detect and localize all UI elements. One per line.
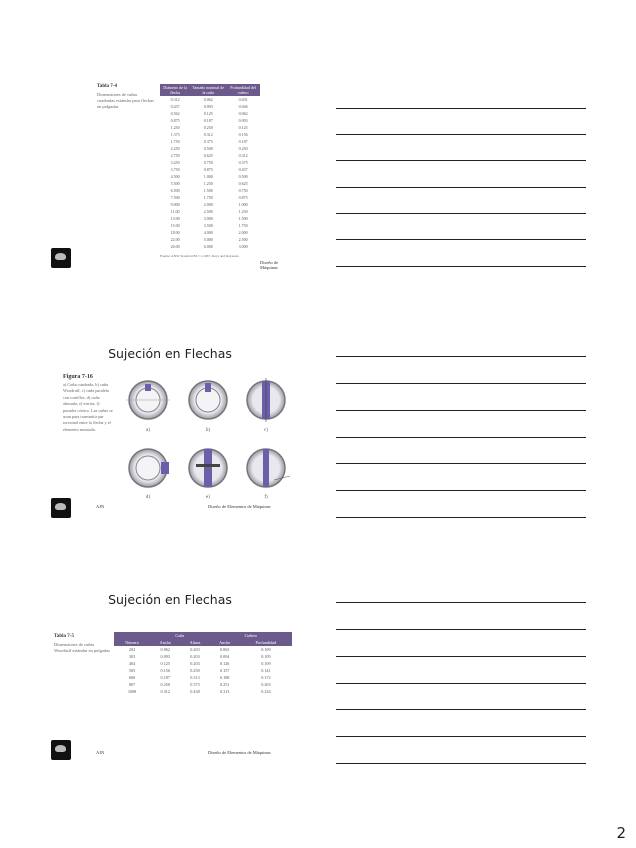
logo-icon: [51, 248, 71, 268]
table-cell: 6.000: [203, 244, 213, 249]
key-woodruff-icon: [189, 381, 227, 419]
table-cell: 606: [128, 675, 136, 680]
table-cell: 18.00: [170, 230, 180, 235]
table-cell: 0.125: [238, 125, 248, 130]
table-row: [114, 660, 292, 667]
table-header: Tamaño nominal de la cuña: [190, 84, 226, 96]
table-cell: 1.000: [203, 174, 213, 179]
table-cell: 0.875: [203, 167, 213, 172]
logo-icon: [51, 740, 71, 760]
table-cell: 303: [128, 654, 136, 659]
key-parallel-icon: [247, 378, 285, 422]
page-number: 2: [616, 824, 626, 842]
slide1-table-label: Tabla 7-4: [97, 84, 117, 89]
table-cell: 0.500: [203, 146, 213, 151]
table-header: Ancho: [150, 639, 180, 646]
table-header: Altura: [180, 639, 209, 646]
table-cell: 1.250: [203, 181, 213, 186]
table-cell: 0.125: [203, 111, 213, 116]
table-cell: 0.062: [238, 111, 248, 116]
key-taper-icon: [129, 449, 169, 487]
table-header: Diámetro de la flecha: [160, 84, 190, 96]
table-row: [114, 688, 292, 695]
fig-label-b: b): [205, 428, 211, 433]
keys-figure: [116, 376, 292, 500]
fig-label-f: f): [264, 495, 268, 500]
slide-1: [48, 80, 292, 270]
table-row: [160, 187, 260, 194]
table-cell: 3.250: [170, 160, 180, 165]
table-cell: 0.031: [238, 97, 248, 102]
table-row: [160, 243, 260, 250]
table-cell: 0.109: [261, 647, 271, 652]
table-cell: 0.141: [261, 668, 271, 673]
table-header: Número: [114, 639, 150, 646]
slide-2: [48, 340, 292, 526]
table-cell: 1.750: [170, 139, 180, 144]
key-square-icon: [126, 381, 170, 419]
table-cell: 0.625: [238, 181, 248, 186]
table-cell: 0.157: [219, 668, 230, 673]
table-cell: 0.109: [261, 661, 271, 666]
table-row: [160, 236, 260, 243]
fig-label-a: a): [146, 428, 150, 433]
table-cell: 1008: [127, 689, 137, 694]
table-header: Ancho: [210, 639, 240, 646]
table-row: [160, 103, 260, 110]
table-cell: 1.750: [203, 195, 213, 200]
table-cell: 0.312: [203, 132, 213, 137]
table-row: [160, 180, 260, 187]
table-cell: 0.203: [190, 647, 200, 652]
table-cell: 0.187: [238, 139, 248, 144]
table-cell: 0.126: [219, 661, 230, 666]
table-cell: 0.438: [190, 689, 200, 694]
table-row: [160, 159, 260, 166]
table-cell: 0.437: [238, 167, 248, 172]
slide2-figure-label: Figura 7-16: [63, 374, 93, 380]
table-cell: 4.000: [203, 230, 213, 235]
table-cell: 0.062: [203, 97, 213, 102]
slide3-title: Sujeción en Flechas: [108, 592, 232, 607]
table-cell: 0.187: [160, 675, 170, 680]
table-cell: 2.250: [170, 146, 180, 151]
table-cell: 2.750: [170, 153, 180, 158]
table-cell: 5.000: [203, 237, 213, 242]
table-cell: 505: [128, 668, 136, 673]
table-row: [160, 208, 260, 215]
table-cell: 0.187: [203, 118, 213, 123]
table-cell: 0.063: [219, 647, 230, 652]
table-row: [160, 222, 260, 229]
table-cell: 13.00: [170, 216, 180, 221]
table-row: [160, 166, 260, 173]
table-row: [160, 215, 260, 222]
slide3-caption-block: [54, 634, 110, 655]
slide2-caption: a) Cuña cuadrada, b) cuña Woodruff, c) cuña paralela con tornillos, d) cuña ahusada, e) estrías, f) pasador cónico. Las cuñas se usan para transmitir par torsional entre la flecha y el elemento montado.: [63, 382, 113, 432]
table-cell: 202: [128, 647, 136, 652]
table-cell: 0.234: [261, 689, 271, 694]
table-cell: 9.000: [170, 202, 180, 207]
table-cell: 0.203: [261, 682, 271, 687]
slide3-caption: Dimensiones de cuñas Woodruff estándar en pulgadas: [54, 642, 110, 654]
slide2-footer-left: AJN: [96, 504, 105, 509]
table-cell: 0.250: [203, 125, 213, 130]
table-cell: 0.093: [160, 654, 170, 659]
table-cell: 7.500: [170, 195, 180, 200]
table-cell: 3.750: [170, 167, 180, 172]
table-cell: 0.313: [219, 689, 230, 694]
table-cell: 15.00: [170, 223, 180, 228]
table-cell: 0.172: [261, 675, 271, 680]
table-cell: 0.375: [238, 160, 248, 165]
table-cell: 22.00: [170, 237, 180, 242]
key-pin-icon: [247, 449, 290, 487]
table-cell: 0.312: [160, 689, 170, 694]
table-row: [114, 681, 292, 688]
table-cell: 0.312: [238, 153, 248, 158]
table-cell: 2.000: [238, 230, 248, 235]
table-cell: 1.375: [170, 132, 180, 137]
table-row: [160, 117, 260, 124]
table-cell: 0.125: [160, 661, 170, 666]
table-cell: 0.156: [160, 668, 170, 673]
table-row: [114, 653, 292, 660]
table-row: [160, 152, 260, 159]
table-cell: 0.750: [238, 188, 248, 193]
slide3-group-key: Cuña: [150, 632, 209, 639]
table-cell: 0.375: [190, 682, 200, 687]
table-cell: 0.875: [170, 118, 180, 123]
table-cell: 1.500: [203, 188, 213, 193]
table-cell: 26.00: [170, 244, 180, 249]
table-cell: 0.875: [238, 195, 248, 200]
slide1-note: Fuente: ANSI Standard B17.1-1967, Keys and Keyseats.: [160, 254, 240, 258]
slide3-blank-group: [114, 632, 150, 639]
table-cell: 4.500: [170, 174, 180, 179]
slide2-title: Sujeción en Flechas: [108, 346, 232, 361]
table-row: [114, 646, 292, 653]
slide1-table: [160, 84, 260, 250]
table-row: [160, 194, 260, 201]
table-cell: 0.156: [238, 132, 248, 137]
slide2-footer-right: Diseño de Elementos de Máquinas: [208, 504, 271, 509]
table-cell: 2.000: [203, 202, 213, 207]
table-cell: 0.203: [190, 661, 200, 666]
table-cell: 404: [128, 661, 136, 666]
table-row: [160, 229, 260, 236]
slide2-caption-block: [63, 374, 113, 433]
fig-label-e: e): [206, 495, 210, 500]
table-row: [160, 124, 260, 131]
fig-label-c: c): [264, 428, 268, 433]
table-cell: 0.203: [190, 654, 200, 659]
slide3-footer-left: AJN: [96, 750, 105, 755]
table-row: [114, 667, 292, 674]
table-cell: 0.375: [203, 139, 213, 144]
table-cell: 0.750: [203, 160, 213, 165]
table-cell: 2.500: [238, 237, 248, 242]
table-cell: 2.500: [203, 209, 213, 214]
table-cell: 0.625: [203, 153, 213, 158]
table-cell: 0.500: [238, 174, 248, 179]
slide-3: [48, 586, 292, 772]
table-cell: 0.109: [261, 654, 271, 659]
logo-icon: [51, 498, 71, 518]
table-cell: 3.500: [203, 223, 213, 228]
table-header: Profundidad del cuñero: [226, 84, 260, 96]
table-cell: 0.250: [190, 668, 200, 673]
table-cell: 1.000: [238, 202, 248, 207]
table-row: [160, 110, 260, 117]
table-row: [160, 145, 260, 152]
table-row: [114, 674, 292, 681]
table-cell: 0.250: [160, 682, 170, 687]
slide3-table-label: Tabla 7-5: [54, 634, 74, 639]
slide1-caption: Dimensiones de cuñas cuadradas estándar para flechas en pulgadas: [97, 92, 154, 109]
slide3-table: [114, 632, 292, 695]
table-cell: 3.000: [238, 244, 248, 249]
slide3-footer-right: Diseño de Elementos de Máquinas: [208, 750, 271, 755]
table-cell: 1.500: [238, 216, 248, 221]
table-cell: 0.062: [160, 647, 170, 652]
table-cell: 3.000: [203, 216, 213, 221]
table-cell: 0.250: [238, 146, 248, 151]
table-cell: 0.094: [219, 654, 230, 659]
fig-label-d: d): [145, 495, 151, 500]
table-cell: 0.562: [170, 111, 180, 116]
table-header: Profundidad: [240, 639, 292, 646]
table-row: [160, 131, 260, 138]
table-cell: 0.437: [170, 104, 180, 109]
table-row: [160, 96, 260, 103]
table-cell: 1.750: [238, 223, 248, 228]
table-cell: 1.250: [238, 209, 248, 214]
table-cell: 1.250: [170, 125, 180, 130]
slide3-group-seat: Cuñero: [210, 632, 292, 639]
table-cell: 11.00: [170, 209, 180, 214]
table-cell: 0.188: [219, 675, 230, 680]
table-row: [160, 173, 260, 180]
table-row: [160, 201, 260, 208]
table-cell: 0.046: [238, 104, 248, 109]
slide1-footer: Diseño de Máquinas: [260, 260, 279, 270]
table-cell: 6.500: [170, 188, 180, 193]
table-cell: 0.093: [203, 104, 213, 109]
table-cell: 0.312: [170, 97, 180, 102]
slide1-caption-block: [97, 84, 155, 110]
table-row: [160, 138, 260, 145]
table-cell: 0.251: [219, 682, 230, 687]
table-cell: 0.093: [238, 118, 248, 123]
table-cell: 807: [128, 682, 136, 687]
key-spline-icon: [189, 449, 227, 487]
table-cell: 5.500: [170, 181, 180, 186]
table-cell: 0.313: [190, 675, 200, 680]
